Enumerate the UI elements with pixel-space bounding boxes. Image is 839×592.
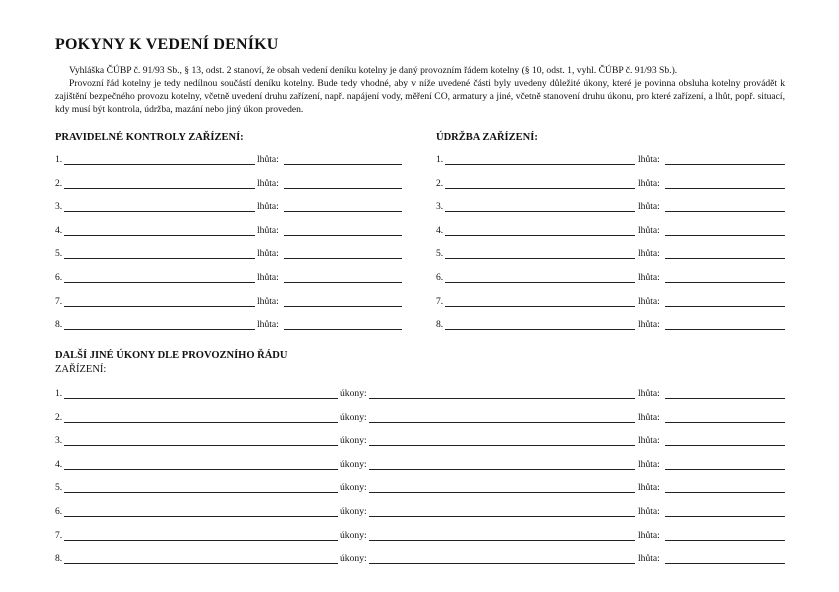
device-field[interactable] xyxy=(64,516,338,517)
lhuta-label: lhůta: xyxy=(638,553,660,565)
device-field[interactable] xyxy=(64,492,338,493)
form-row xyxy=(0,505,839,519)
lhuta-label: lhůta: xyxy=(638,248,660,260)
row-number: 7. xyxy=(55,529,63,541)
form-row xyxy=(0,552,839,566)
lhuta-label: lhůta: xyxy=(257,319,279,331)
form-row xyxy=(0,318,839,332)
lhuta-label: lhůta: xyxy=(257,272,279,283)
row-number: 1. xyxy=(436,154,444,165)
lhuta-field[interactable] xyxy=(665,306,785,307)
lhuta-label: lhůta: xyxy=(257,295,279,307)
device-field[interactable] xyxy=(64,469,338,470)
row-number: 5. xyxy=(55,248,63,260)
row-number: 4. xyxy=(436,224,444,236)
lhuta-field[interactable] xyxy=(665,164,785,165)
row-number: 6. xyxy=(55,506,63,517)
lhuta-label: lhůta: xyxy=(638,154,660,165)
row-number: 7. xyxy=(55,295,63,307)
ukony-label: úkony: xyxy=(340,506,367,517)
lhuta-label: lhůta: xyxy=(638,319,660,331)
row-number: 1. xyxy=(55,388,63,399)
device-field[interactable] xyxy=(445,282,635,283)
ukony-label: úkony: xyxy=(340,388,367,399)
row-number: 5. xyxy=(55,482,63,494)
row-number: 3. xyxy=(55,201,63,213)
row-number: 4. xyxy=(55,224,63,236)
device-field[interactable] xyxy=(64,563,338,564)
row-number: 6. xyxy=(55,272,63,283)
lhuta-field[interactable] xyxy=(665,188,785,189)
ukony-label: úkony: xyxy=(340,553,367,565)
device-field[interactable] xyxy=(445,258,635,259)
form-row xyxy=(0,177,839,191)
section-heading-udrzba: ÚDRŽBA ZAŘÍZENÍ: xyxy=(436,132,538,143)
device-field[interactable] xyxy=(445,164,635,165)
ukony-field[interactable] xyxy=(369,398,635,399)
lhuta-label: lhůta: xyxy=(257,177,279,189)
form-row xyxy=(0,458,839,472)
lhuta-field[interactable] xyxy=(665,258,785,259)
lhuta-field[interactable] xyxy=(665,445,785,446)
lhuta-label: lhůta: xyxy=(257,201,279,213)
lhuta-label: lhůta: xyxy=(638,295,660,307)
lhuta-label: lhůta: xyxy=(638,411,660,423)
ukony-label: úkony: xyxy=(340,529,367,541)
ukony-label: úkony: xyxy=(340,458,367,470)
row-number: 3. xyxy=(436,201,444,213)
lhuta-field[interactable] xyxy=(665,282,785,283)
lhuta-label: lhůta: xyxy=(638,224,660,236)
lhuta-label: lhůta: xyxy=(638,201,660,213)
lhuta-field[interactable] xyxy=(665,540,785,541)
lhuta-field[interactable] xyxy=(665,563,785,564)
lhuta-field[interactable] xyxy=(665,422,785,423)
lhuta-field[interactable] xyxy=(665,469,785,470)
section-heading-kontroly: PRAVIDELNÉ KONTROLY ZAŘÍZENÍ: xyxy=(55,132,244,143)
device-field[interactable] xyxy=(64,445,338,446)
row-number: 2. xyxy=(55,177,63,189)
lhuta-field[interactable] xyxy=(665,492,785,493)
lhuta-label: lhůta: xyxy=(638,435,660,447)
ukony-field[interactable] xyxy=(369,563,635,564)
intro-paragraph-2: Provozní řád kotelny je tedy nedílnou součástí deníku kotelny. Bude tedy vhodné, aby v níže uvedené části byly uvedeny důležité úkony, které je povinna obsluha kotelny provádět k zajištění bezpečného provozu kotelny, včetně uvedení druhu zařízení, např. napájení vody, měření CO, armatury a jiné, včetně stanovení druhu úkonu, pro které zařízení, a lhůt, popř. situací, kdy musí být kontrola, údržba, mazání nebo jiný úkon proveden. xyxy=(55,78,785,115)
ukony-field[interactable] xyxy=(369,516,635,517)
row-number: 5. xyxy=(436,248,444,260)
lhuta-label: lhůta: xyxy=(638,482,660,494)
lhuta-label: lhůta: xyxy=(638,272,660,283)
ukony-field[interactable] xyxy=(369,492,635,493)
form-row xyxy=(0,411,839,425)
lhuta-label: lhůta: xyxy=(638,529,660,541)
device-field[interactable] xyxy=(445,329,635,330)
lhuta-field[interactable] xyxy=(665,398,785,399)
row-number: 8. xyxy=(436,319,444,331)
row-number: 4. xyxy=(55,458,63,470)
lhuta-field[interactable] xyxy=(665,516,785,517)
row-number: 3. xyxy=(55,435,63,447)
row-number: 8. xyxy=(55,319,63,331)
device-field[interactable] xyxy=(445,235,635,236)
form-row xyxy=(0,153,839,167)
device-field[interactable] xyxy=(64,398,338,399)
lhuta-label: lhůta: xyxy=(638,388,660,399)
device-field[interactable] xyxy=(64,540,338,541)
section-subheading-zarizeni: ZAŘÍZENÍ: xyxy=(55,364,107,375)
device-field[interactable] xyxy=(64,422,338,423)
device-field[interactable] xyxy=(445,188,635,189)
ukony-field[interactable] xyxy=(369,445,635,446)
row-number: 2. xyxy=(55,411,63,423)
device-field[interactable] xyxy=(445,306,635,307)
lhuta-field[interactable] xyxy=(665,329,785,330)
row-number: 6. xyxy=(436,272,444,283)
ukony-label: úkony: xyxy=(340,411,367,423)
lhuta-label: lhůta: xyxy=(257,154,279,165)
intro-text xyxy=(55,64,785,116)
form-row xyxy=(0,200,839,214)
lhuta-label: lhůta: xyxy=(638,177,660,189)
lhuta-field[interactable] xyxy=(665,235,785,236)
form-row xyxy=(0,247,839,261)
row-number: 2. xyxy=(436,177,444,189)
lhuta-label: lhůta: xyxy=(257,224,279,236)
row-number: 7. xyxy=(436,295,444,307)
page-title: POKYNY K VEDENÍ DENÍKU xyxy=(55,36,279,53)
row-number: 8. xyxy=(55,553,63,565)
lhuta-field[interactable] xyxy=(665,211,785,212)
form-row xyxy=(0,224,839,238)
ukony-field[interactable] xyxy=(369,422,635,423)
section-heading-dalsi: DALŠÍ JINÉ ÚKONY DLE PROVOZNÍHO ŘÁDU xyxy=(55,350,288,361)
form-row xyxy=(0,529,839,543)
row-number: 1. xyxy=(55,154,63,165)
ukony-field[interactable] xyxy=(369,469,635,470)
form-row xyxy=(0,481,839,495)
lhuta-label: lhůta: xyxy=(257,248,279,260)
form-row xyxy=(0,295,839,309)
ukony-field[interactable] xyxy=(369,540,635,541)
ukony-label: úkony: xyxy=(340,482,367,494)
form-row xyxy=(0,271,839,285)
form-row xyxy=(0,434,839,448)
lhuta-label: lhůta: xyxy=(638,506,660,517)
device-field[interactable] xyxy=(445,211,635,212)
lhuta-label: lhůta: xyxy=(638,458,660,470)
ukony-label: úkony: xyxy=(340,435,367,447)
intro-paragraph-1: Vyhláška ČÚBP č. 91/93 Sb., § 13, odst. 2 stanoví, že obsah vedení deníku kotelny je daný provozním řádem kotelny (§ 10, odst. 1, vyhl. ČÚBP č. 91/93 Sb.). xyxy=(69,65,678,76)
form-row xyxy=(0,387,839,401)
